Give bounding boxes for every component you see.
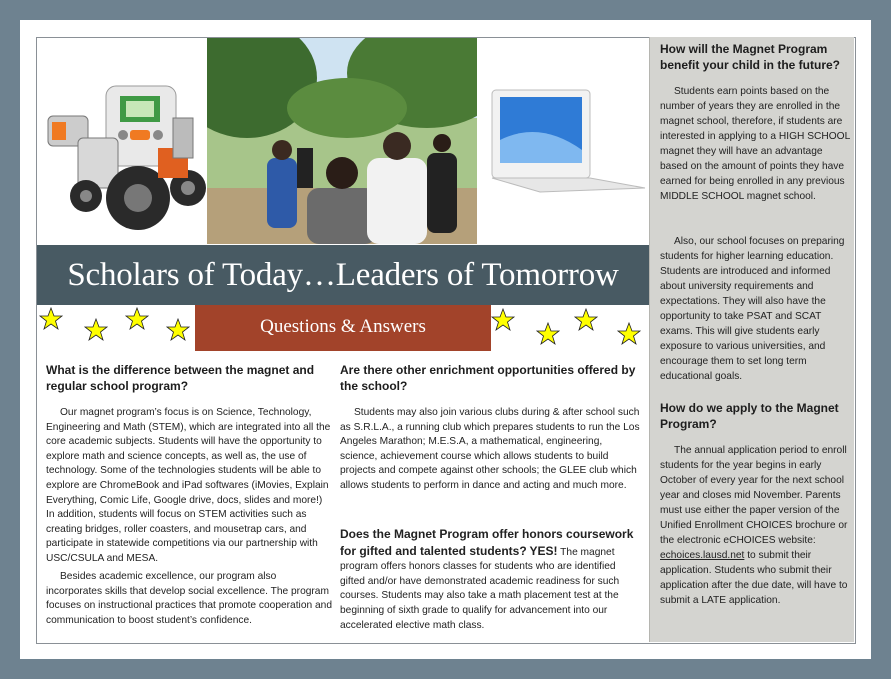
questions-answers-label: Questions & Answers (260, 316, 426, 337)
sidebar-paragraph-text: The annual application period to enroll students for the year begins in early October of every year for the next school year and closes mid November. Parents must use either the paper version of the Unified Enrollment CHOICES brochure or the electronic eCHOICES website: (660, 445, 848, 546)
sidebar-paragraph (660, 443, 852, 608)
star-icon (166, 318, 190, 342)
star-icon (125, 307, 149, 331)
sidebar (649, 37, 854, 642)
honors-answer-yes: YES! (529, 543, 558, 558)
questions-answers-banner (195, 305, 491, 351)
title-banner (37, 245, 649, 305)
star-icon (39, 307, 63, 331)
echoices-link[interactable]: echoices.lausd.net (660, 550, 745, 561)
sidebar-paragraph: Students earn points based on the number of years they are enrolled in the magnet school, therefore, if students are interested in applying to a HIGH SCHOOL magnet they will have an advantage based on the amount of points they have earned for being enrolled in any previous MIDDLE SCHOOL magnet school. (660, 86, 850, 202)
answer-paragraph: The magnet program offers honors classes for students who are identified gifted and/or have demonstrated academic readiness for such courses. Students may also take a math placement test at the beginning of sixth grade to qualify for advancement into our accelerated elective math class. (340, 546, 620, 631)
star-icon (84, 318, 108, 342)
banner-title: Scholars of Today…Leaders of Tomorrow (67, 257, 619, 293)
star-icon (536, 322, 560, 346)
question-heading-honors (340, 527, 640, 633)
sidebar-heading-apply: How do we apply to the Magnet Program? (660, 401, 839, 431)
robot-image (38, 38, 206, 244)
sidebar-paragraph: Also, our school focuses on preparing students for higher learning education. Students are introduced and informed about university requirements and expectations. They will also have the opportunity to take PSAT and SCAT exams. This will give students early exposure to various universities, and encourage them to set long term educational goals. (660, 236, 845, 382)
honors-question: Does the Magnet Program offer honors coursework for gifted and talented students? (340, 527, 634, 558)
question-heading-magnet-difference: What is the difference between the magnet and regular school program? (46, 363, 315, 393)
answer-paragraph: Our magnet program’s focus is on Science, Technology, Engineering and Math (STEM), which are integrated into all the core academic subjects. Students will have the opportunity to explore math and science concepts, as well as, the use of technology. Some of the technologies students will be able to explore are ChromeBook and iPad softwares (iMovies, Explain Everything, Comic Life, Google drive, docs, slides and more!) In addition, students will focus on STEM activities such as creating bridges, roller coasters, and mousetrap cars, and participate in statewide competitions via our partnership with USC/CSULA and MESA. (46, 407, 331, 564)
students-photo (207, 38, 477, 244)
laptop-image (480, 60, 648, 210)
star-icon (574, 308, 598, 332)
sidebar-heading-benefit: How will the Magnet Program benefit your child in the future? (660, 42, 840, 72)
answer-paragraph: Besides academic excellence, our program also incorporates skills that develop social excellence. The program focuses on instructional practices that promote cooperation and communication to boost student’s confidence. (46, 571, 332, 626)
answer-paragraph: Students may also join various clubs during & after school such as S.R.L.A., a running club which prepares students to run the Los Angeles Marathon; M.E.S.A, a mathematical, engineering, science, achievement course which allows students to build projects and compete against other schools; the GLEE club which allows students to perform in dance and acting and much more. (340, 407, 640, 491)
star-icon (491, 308, 515, 332)
star-icon (617, 322, 641, 346)
question-heading-enrichment: Are there other enrichment opportunities offered by the school? (340, 363, 636, 393)
sidebar-paragraph-text: to submit their application. Students who submit their application after the due date, will have to submit a LATE application. (660, 550, 848, 606)
